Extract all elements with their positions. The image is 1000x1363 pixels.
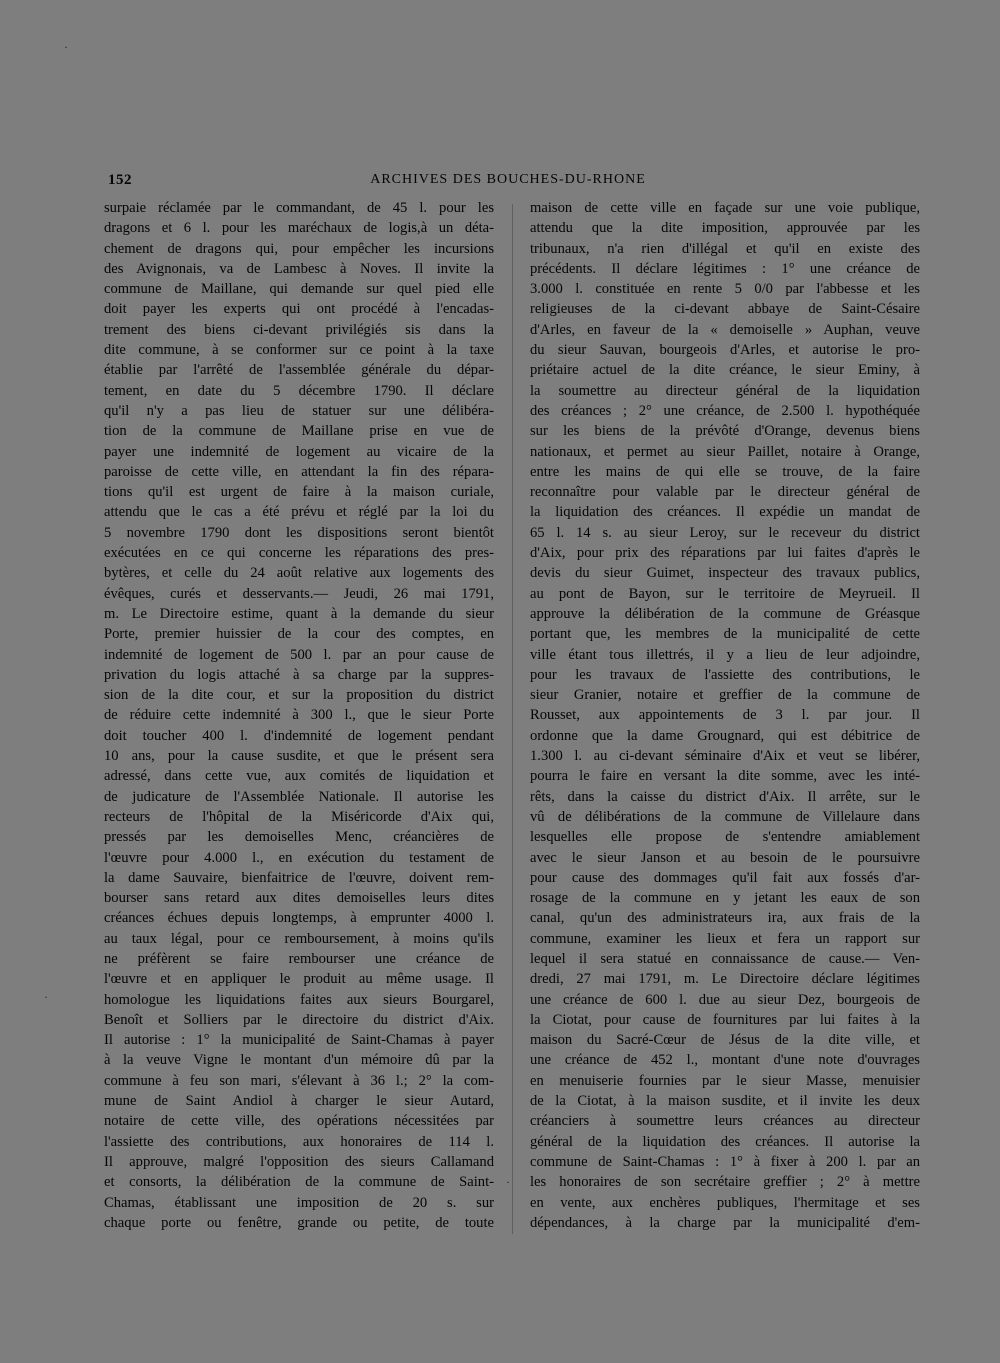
- text-line: lesquelles elle propose de s'entendre amiablement: [530, 829, 920, 846]
- text-line: chement de dragons qui, pour empêcher les incursions: [104, 240, 494, 257]
- text-line: et consorts, la délibération de la commune de Saint-: [104, 1174, 494, 1191]
- text-line: adressé, dans cette vue, aux comités de liquidation et: [104, 768, 494, 785]
- text-line: la soumettre au directeur général de la liquidation: [530, 382, 920, 399]
- text-line: sieur Granier, notaire et greffier de la commune de: [530, 687, 920, 704]
- text-line: commune, examiner les lieux et fera un rapport sur: [530, 930, 920, 947]
- text-line: entre les mains de qui elle se trouve, de la faire: [530, 463, 920, 480]
- text-line: chaque porte ou fenêtre, grande ou petite, de toute: [104, 1214, 494, 1231]
- column-divider: [512, 204, 513, 1234]
- text-line: portant que, les membres de la municipalité de cette: [530, 626, 920, 643]
- text-line: privation du logis attaché à sa charge par la suppres-: [104, 666, 494, 683]
- text-line: surpaie réclamée par le commandant, de 45 l. pour les: [104, 200, 494, 216]
- text-line: Chamas, établissant une imposition de 20 s. sur: [104, 1194, 494, 1211]
- text-line: pour les travaux de l'assiette des contributions, le: [530, 666, 920, 683]
- text-line: évêques, curés et desservants.— Jeudi, 26 mai 1791,: [104, 585, 494, 602]
- text-line: payer une indemnité de logement au vicaire de la: [104, 443, 494, 460]
- text-line: l'œuvre pour 4.000 l., en exécution du testament de: [104, 849, 494, 866]
- text-line: paroisse de cette ville, en attendant la fin des répara-: [104, 463, 494, 480]
- text-line: dragons et 6 l. pour les maréchaux de logis,à un déta-: [104, 220, 494, 237]
- text-line: d'Arles, en faveur de la « demoiselle » Auphan, veuve: [530, 321, 920, 338]
- text-line: trement des biens ci-devant privilégiés sis dans la: [104, 321, 494, 338]
- text-line: de réduire cette indemnité à 300 l., que le sieur Porte: [104, 707, 494, 724]
- text-line: en menuiserie fournies par le sieur Masse, menuisier: [530, 1072, 920, 1089]
- text-line: des Avignonais, va de Lambesc à Noves. Il invite la: [104, 260, 494, 277]
- text-line: créances échues depuis longtemps, à emprunter 4000 l.: [104, 910, 494, 927]
- text-line: tribunaux, n'a rien d'illégal et qu'il en existe des: [530, 240, 920, 257]
- text-line: ordonne que la dame Grougnard, qui est débitrice de: [530, 727, 920, 744]
- text-line: bourser sans retard aux dites demoiselles leurs dites: [104, 890, 494, 907]
- text-line: tement, en date du 5 décembre 1790. Il déclare: [104, 382, 494, 399]
- text-line: attendu que le cas a été prévu et réglé par la loi du: [104, 504, 494, 521]
- text-line: priétaire actuel de la dite créance, le sieur Eminy, à: [530, 362, 920, 379]
- text-line: maison de cette ville en façade sur une voie publique,: [530, 200, 920, 216]
- text-line: ne préfèrent se faire rembourser une créance de: [104, 950, 494, 967]
- text-line: doit payer les experts qui ont procédé à l'encadas-: [104, 301, 494, 318]
- text-line: dredi, 27 mai 1791, m. Le Directoire déclare légitimes: [530, 971, 920, 988]
- text-line: bytères, et celle du 24 août relative aux logements des: [104, 565, 494, 582]
- left-column: [104, 198, 494, 1233]
- text-line: tion de la commune de Maillane prise en vue de: [104, 423, 494, 440]
- text-line: Benoît et Solliers par le directoire du district d'Aix.: [104, 1011, 494, 1028]
- text-line: de judicature de l'Assemblée Nationale. Il autorise les: [104, 788, 494, 805]
- text-line: qu'il n'y a pas lieu de statuer sur une délibéra-: [104, 402, 494, 419]
- text-line: indemnité de logement de 500 l. par an pour cause de: [104, 646, 494, 663]
- text-line: au pont de Bayon, sur le territoire de Meyrueil. Il: [530, 585, 920, 602]
- text-line: des créances ; 2° une créance, de 2.500 l. hypothéquée: [530, 402, 920, 419]
- text-line: approuve la délibération de la commune de Gréasque: [530, 605, 920, 622]
- text-line: la dame Sauvaire, bienfaitrice de l'œuvre, doivent rem-: [104, 869, 494, 886]
- text-line: attendu que la dite imposition, approuvée par les: [530, 220, 920, 237]
- text-line: m. Le Directoire estime, quant à la demande du sieur: [104, 605, 494, 622]
- text-line: devis du sieur Guimet, inspecteur des travaux publics,: [530, 565, 920, 582]
- text-line: d'Aix, pour prix des réparations par lui faites d'après le: [530, 545, 920, 562]
- text-line: reconnaître pour valable par le directeur général de: [530, 484, 920, 501]
- text-line: nationaux, et permet au sieur Paillet, notaire à Orange,: [530, 443, 920, 460]
- text-line: en vente, aux enchères publiques, l'hermitage et ses: [530, 1194, 920, 1211]
- text-line: maison du Sacré-Cœur de Jésus de la dite ville, et: [530, 1032, 920, 1049]
- text-line: vû de délibérations de la commune de Villelaure dans: [530, 808, 920, 825]
- text-line: religieuses de la ci-devant abbaye de Saint-Césaire: [530, 301, 920, 318]
- text-line: rosage de la commune en y jetant les eaux de son: [530, 890, 920, 907]
- text-line: de la Ciotat, à la maison susdite, et il invite les deux: [530, 1093, 920, 1110]
- text-line: lequel il sera statué en connaissance de cause.— Ven-: [530, 950, 920, 967]
- text-line: exécutées en ce qui concerne les réparations des pres-: [104, 545, 494, 562]
- text-line: 1.300 l. au ci-devant séminaire d'Aix et veut se libérer,: [530, 748, 920, 765]
- text-line: la Ciotat, pour cause de fournitures par lui faites à la: [530, 1011, 920, 1028]
- text-line: pourra le faire en versant la dite somme, avec les inté-: [530, 768, 920, 785]
- text-line: précédents. Il déclare légitimes : 1° une créance de: [530, 260, 920, 277]
- page-header: [108, 172, 908, 194]
- text-line: avec le sieur Janson et au besoin de le poursuivre: [530, 849, 920, 866]
- text-line: doit toucher 400 l. d'indemnité de logement pendant: [104, 727, 494, 744]
- right-column: [530, 198, 920, 1233]
- text-line: rêts, dans la caisse du district d'Aix. Il arrête, sur le: [530, 788, 920, 805]
- text-line: pressés par les demoiselles Menc, créancières de: [104, 829, 494, 846]
- text-line: recteurs de l'hôpital de la Miséricorde d'Aix qui,: [104, 808, 494, 825]
- scan-speck: ·: [44, 990, 48, 1004]
- text-line: créanciers à soumettre leurs créances au directeur: [530, 1113, 920, 1130]
- text-line: du sieur Sauvan, bourgeois d'Arles, et autorise le pro-: [530, 342, 920, 359]
- text-line: sion de la dite cour, et sur la proposition du district: [104, 687, 494, 704]
- text-line: commune à feu son mari, s'élevant à 36 l.; 2° la com-: [104, 1072, 494, 1089]
- running-title: ARCHIVES DES BOUCHES-DU-RHONE: [370, 172, 646, 187]
- text-line: Porte, premier huissier de la cour des comptes, en: [104, 626, 494, 643]
- text-line: 10 ans, pour la cause susdite, et que le présent sera: [104, 748, 494, 765]
- text-line: 5 novembre 1790 dont les dispositions seront bientôt: [104, 524, 494, 541]
- page-number: 152: [108, 172, 132, 188]
- text-line: homologue les liquidations faites aux sieurs Bourgarel,: [104, 991, 494, 1008]
- text-line: 65 l. 14 s. au sieur Leroy, sur le receveur du district: [530, 524, 920, 541]
- text-line: pour cause des dommages qu'il fait aux fossés d'ar-: [530, 869, 920, 886]
- text-line: dite commune, à se conformer sur ce point à la taxe: [104, 342, 494, 359]
- text-line: ville étant tous illettrés, il y a lieu de leur adjoindre,: [530, 646, 920, 663]
- text-line: une créance de 452 l., montant d'une note d'ouvrages: [530, 1052, 920, 1069]
- text-line: une créance de 600 l. due au sieur Dez, bourgeois de: [530, 991, 920, 1008]
- text-line: général de la liquidation des créances. Il autorise la: [530, 1133, 920, 1150]
- text-line: la liquidation des créances. Il expédie un mandat de: [530, 504, 920, 521]
- text-line: dépendances, à la charge par la municipalité d'em-: [530, 1214, 920, 1231]
- text-line: sur les biens de la prévôté d'Orange, devenus biens: [530, 423, 920, 440]
- text-line: commune de Saint-Chamas : 1° à fixer à 200 l. par an: [530, 1153, 920, 1170]
- text-line: au taux légal, pour ce remboursement, à moins qu'ils: [104, 930, 494, 947]
- text-line: l'œuvre et en appliquer le produit au même usage. Il: [104, 971, 494, 988]
- text-line: l'assiette des contributions, aux honoraires de 114 l.: [104, 1133, 494, 1150]
- scan-speck: ·: [506, 1175, 510, 1189]
- text-line: Il approuve, malgré l'opposition des sieurs Callamand: [104, 1153, 494, 1170]
- text-line: notaire de cette ville, des opérations nécessitées par: [104, 1113, 494, 1130]
- text-line: les honoraires de son secrétaire greffier ; 2° à mettre: [530, 1174, 920, 1191]
- text-line: à la veuve Vigne le montant d'un mémoire dû par la: [104, 1052, 494, 1069]
- text-line: 3.000 l. constituée en rente 5 0/0 par l'abbesse et les: [530, 281, 920, 298]
- text-line: Rousset, aux appointements de 3 l. par jour. Il: [530, 707, 920, 724]
- text-line: tions qu'il est urgent de faire à la maison curiale,: [104, 484, 494, 501]
- text-line: commune de Maillane, qui demande sur quel pied elle: [104, 281, 494, 298]
- text-line: établie par l'arrêté de l'assemblée générale du dépar-: [104, 362, 494, 379]
- text-line: mune de Saint Andiol à charger le sieur Autard,: [104, 1093, 494, 1110]
- scan-speck: ·: [64, 40, 68, 54]
- text-line: canal, qu'un des administrateurs ira, aux frais de la: [530, 910, 920, 927]
- text-line: Il autorise : 1° la municipalité de Saint-Chamas à payer: [104, 1032, 494, 1049]
